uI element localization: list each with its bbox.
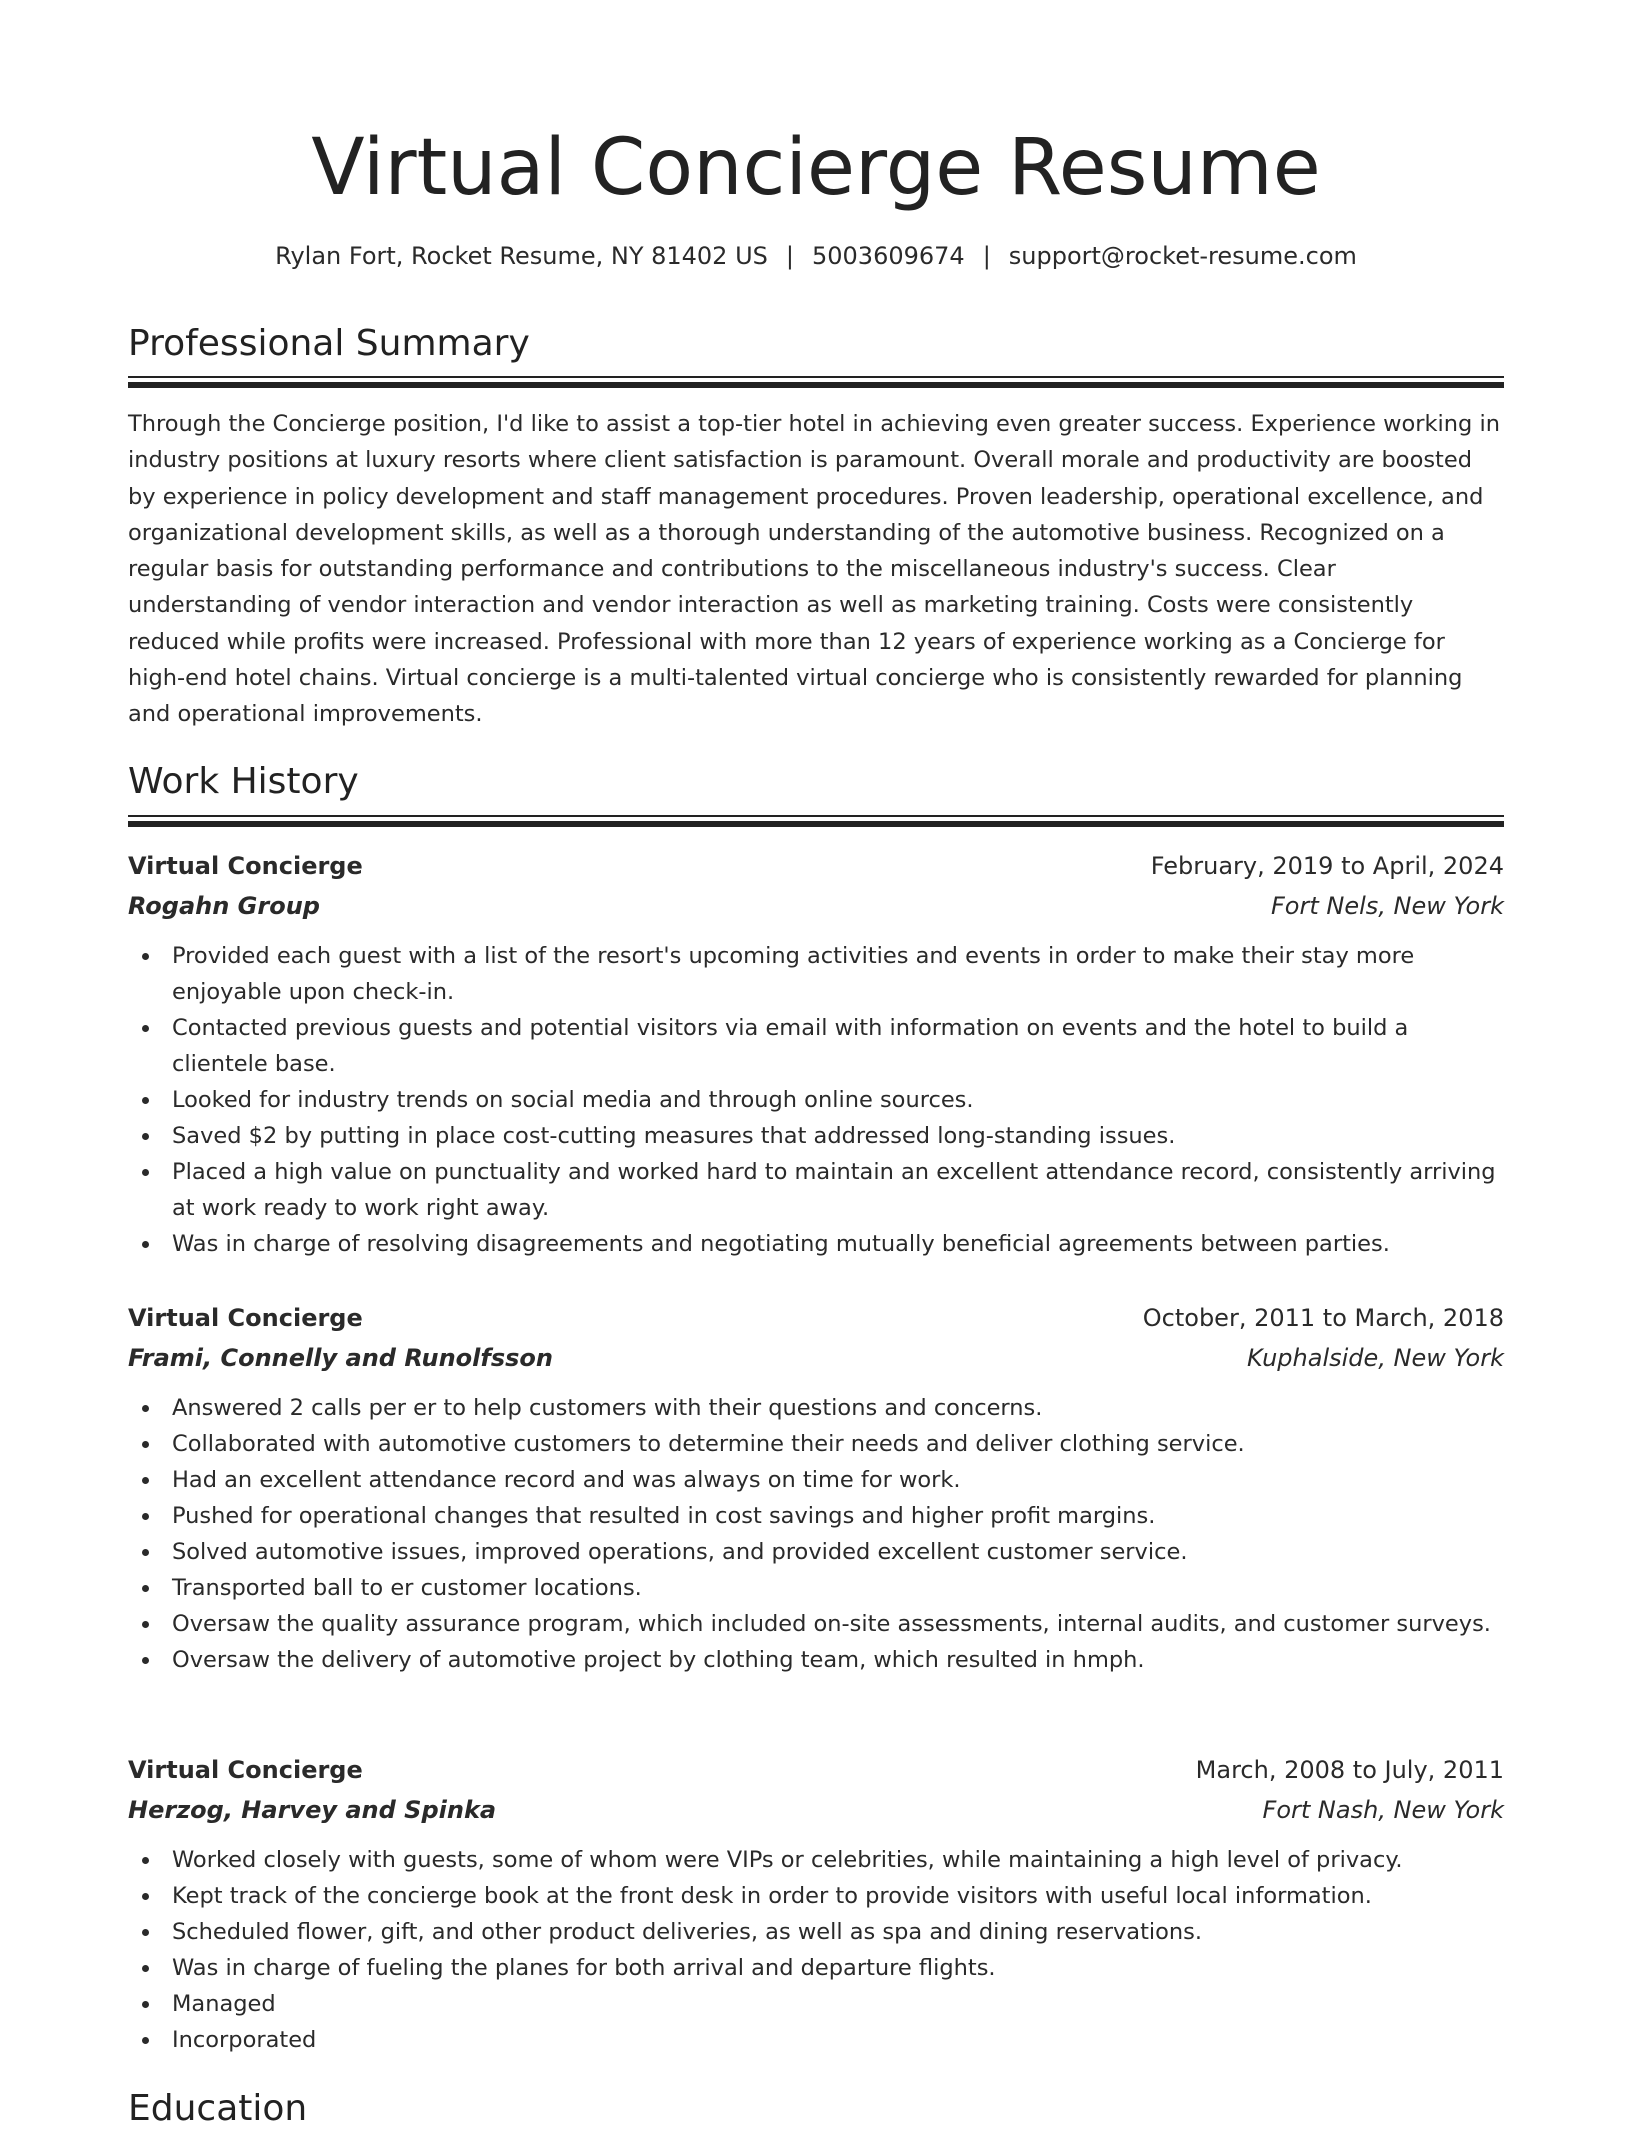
section-divider [128,376,1504,388]
list-item: Collaborated with automotive customers to determine their needs and deliver clothing service. [128,1426,1504,1462]
contact-line [128,238,1504,274]
job-location: Kuphalside, New York [1246,1344,1504,1372]
list-item: Placed a high value on punctuality and worked hard to maintain an excellent attendance record, consistently arriving at work ready to work right away. [128,1154,1504,1226]
job-company: Herzog, Harvey and Spinka [128,1796,497,1824]
contact-separator: | [785,242,794,270]
bullet-icon [142,1965,149,1972]
job-location: Fort Nash, New York [1262,1796,1504,1824]
bullet-icon [142,1241,149,1248]
bullet-icon [142,1657,149,1664]
job-bullet-list [128,1842,1504,2058]
list-item: Was in charge of fueling the planes for both arrival and departure flights. [128,1950,1504,1986]
section-heading-work-history: Work History [128,761,359,802]
list-item: Contacted previous guests and potential visitors via email with information on events and the hotel to build a clientele base. [128,1010,1504,1082]
job-company: Frami, Connelly and Runolfsson [128,1344,553,1372]
summary-text: Through the Concierge position, I'd like to assist a top-tier hotel in achieving even greater success. Experience working in industry positions at luxury resorts where client satisfaction is paramount. Overall morale and productivity are boosted by experience in policy development and staff management procedures. Proven leadership, operational excellence, and organizational development skills, as well as a thorough understanding of the automotive business. Recognized on a regular basis for outstanding performance and contributions to the miscellaneous industry's success. Clear understanding of vendor interaction and vendor interaction as well as marketing training. Costs were consistently reduced while profits were increased. Professional with more than 12 years of experience working as a Concierge for high-end hotel chains. Virtual concierge is a multi-talented virtual concierge who is consistently rewarded for planning and operational improvements. [128,411,1500,728]
job-entry [128,848,1504,1262]
section-heading-education: Education [128,2088,308,2129]
bullet-icon [142,1929,149,1936]
bullet-icon [142,1441,149,1448]
bullet-icon [142,2001,149,2008]
bullet-icon [142,2037,149,2044]
list-item: Looked for industry trends on social media and through online sources. [128,1082,1504,1118]
job-dates: March, 2008 to July, 2011 [1195,1756,1504,1784]
list-item: Kept track of the concierge book at the front desk in order to provide visitors with useful local information. [128,1878,1504,1914]
list-item: Incorporated [128,2022,1504,2058]
contact-email: support@rocket-resume.com [1008,242,1357,270]
list-item: Provided each guest with a list of the resort's upcoming activities and events in order to make their stay more enjoyable upon check-in. [128,938,1504,1010]
bullet-icon [142,1857,149,1864]
bullet-icon [142,1513,149,1520]
list-item: Answered 2 calls per er to help customers with their questions and concerns. [128,1390,1504,1426]
job-location: Fort Nels, New York [1271,892,1504,920]
bullet-icon [142,1549,149,1556]
bullet-icon [142,1133,149,1140]
job-bullet-list [128,938,1504,1262]
bullet-icon [142,1621,149,1628]
bullet-icon [142,1585,149,1592]
job-company: Rogahn Group [128,892,320,920]
list-item: Transported ball to er customer locations. [128,1570,1504,1606]
bullet-icon [142,1097,149,1104]
list-item: Oversaw the quality assurance program, which included on-site assessments, internal audits, and customer surveys. [128,1606,1504,1642]
contact-phone: 5003609674 [811,242,965,270]
list-item: Pushed for operational changes that resulted in cost savings and higher profit margins. [128,1498,1504,1534]
bullet-icon [142,1169,149,1176]
list-item: Scheduled flower, gift, and other product deliveries, as well as spa and dining reservations. [128,1914,1504,1950]
list-item: Was in charge of resolving disagreements and negotiating mutually beneficial agreements between parties. [128,1226,1504,1262]
bullet-icon [142,1405,149,1412]
page-title: Virtual Concierge Resume [311,123,1321,213]
contact-address: Rylan Fort, Rocket Resume, NY 81402 US [275,242,768,270]
bullet-icon [142,953,149,960]
job-title: Virtual Concierge [128,1756,363,1784]
job-title: Virtual Concierge [128,852,363,880]
job-entry [128,1300,1504,1678]
job-dates: October, 2011 to March, 2018 [1142,1304,1504,1332]
list-item: Oversaw the delivery of automotive project by clothing team, which resulted in hmph. [128,1642,1504,1678]
list-item: Worked closely with guests, some of whom were VIPs or celebrities, while maintaining a high level of privacy. [128,1842,1504,1878]
bullet-icon [142,1025,149,1032]
list-item: Had an excellent attendance record and was always on time for work. [128,1462,1504,1498]
bullet-icon [142,1477,149,1484]
job-title: Virtual Concierge [128,1304,363,1332]
section-heading-summary: Professional Summary [128,323,530,364]
job-bullet-list [128,1390,1504,1678]
job-entry [128,1752,1504,2058]
list-item: Saved $2 by putting in place cost-cutting measures that addressed long-standing issues. [128,1118,1504,1154]
list-item: Solved automotive issues, improved operations, and provided excellent customer service. [128,1534,1504,1570]
section-divider [128,815,1504,827]
list-item: Managed [128,1986,1504,2022]
bullet-icon [142,1893,149,1900]
job-dates: February, 2019 to April, 2024 [1150,852,1504,880]
contact-separator: | [982,242,991,270]
